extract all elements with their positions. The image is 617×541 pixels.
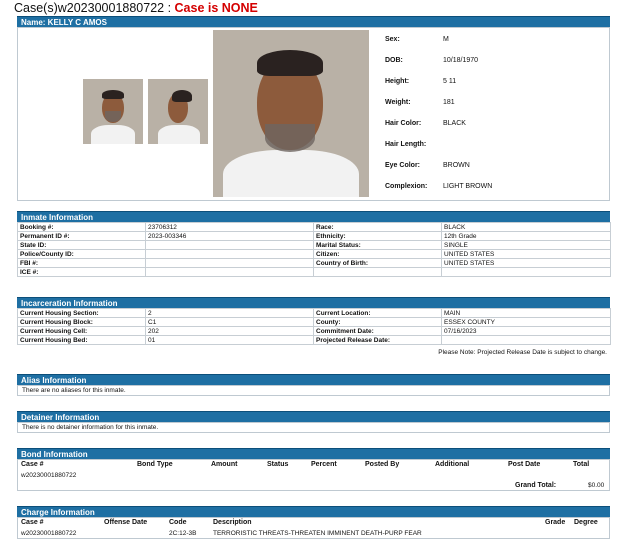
field-value — [442, 336, 611, 345]
bond-column-header: Total — [573, 461, 590, 468]
field-label: State ID: — [18, 241, 146, 250]
table-row — [18, 336, 611, 345]
bond-header-row — [21, 461, 611, 470]
bond-column-header: Case # — [21, 461, 44, 468]
charge-column-header: Offense Date — [104, 519, 148, 526]
field-label: Booking #: — [18, 223, 146, 232]
field-label: Race: — [314, 223, 442, 232]
field-label: Current Housing Cell: — [18, 327, 146, 336]
field-label: Country of Birth: — [314, 259, 442, 268]
field-label: Citizen: — [314, 250, 442, 259]
table-row — [18, 309, 611, 318]
bond-column-header: Posted By — [365, 461, 400, 468]
physical-attr-label: Hair Color: — [385, 120, 422, 127]
front-photo-small — [83, 79, 143, 144]
field-value — [146, 250, 314, 259]
table-row — [18, 241, 611, 250]
physical-attr-value: BROWN — [443, 162, 470, 169]
field-label: Current Housing Block: — [18, 318, 146, 327]
bond-column-header: Status — [267, 461, 289, 468]
charge-column-header: Description — [213, 519, 252, 526]
name-bar: Name: KELLY C AMOS — [17, 16, 610, 27]
bond-cell: w20230001880722 — [21, 472, 77, 479]
physical-attr-label: Eye Color: — [385, 162, 421, 169]
field-label: Current Housing Bed: — [18, 336, 146, 345]
physical-attr-label: Hair Length: — [385, 141, 427, 148]
case-number: Case(s)w20230001880722 : — [14, 1, 175, 15]
charge-info-title: Charge Information — [17, 506, 610, 517]
table-row — [18, 223, 611, 232]
physical-attr-label: Weight: — [385, 99, 411, 106]
physical-attr-value: 181 — [443, 99, 455, 106]
table-row — [18, 318, 611, 327]
bond-column-header: Additional — [435, 461, 470, 468]
physical-attr-label: Sex: — [385, 36, 400, 43]
field-value: 07/16/2023 — [442, 327, 611, 336]
bond-info-title: Bond Information — [17, 448, 610, 459]
incarceration-info-title: Incarceration Information — [17, 297, 610, 308]
field-value: UNITED STATES — [442, 250, 611, 259]
field-value: 01 — [146, 336, 314, 345]
bond-column-header: Post Date — [508, 461, 541, 468]
table-row — [18, 268, 611, 277]
field-value — [146, 259, 314, 268]
front-photo-large — [213, 30, 369, 197]
field-value: SINGLE — [442, 241, 611, 250]
field-label: Marital Status: — [314, 241, 442, 250]
charge-cell: w20230001880722 — [21, 530, 77, 537]
field-value: C1 — [146, 318, 314, 327]
physical-attr-label: Complexion: — [385, 183, 428, 190]
charge-cell: 2C:12-3B — [169, 530, 197, 537]
physical-attr-value: 5 11 — [443, 78, 457, 85]
table-row — [18, 259, 611, 268]
bond-column-header: Percent — [311, 461, 337, 468]
table-row — [18, 250, 611, 259]
alias-info-title: Alias Information — [17, 374, 610, 385]
field-value: 2023-003346 — [146, 232, 314, 241]
alias-message: There are no aliases for this inmate. — [22, 387, 126, 394]
bond-column-header: Bond Type — [137, 461, 173, 468]
physical-attr-value: 10/18/1970 — [443, 57, 479, 64]
case-header — [14, 1, 258, 15]
field-label: Current Housing Section: — [18, 309, 146, 318]
inmate-info-table — [17, 222, 611, 277]
inmate-info-title: Inmate Information — [17, 211, 610, 222]
field-label: County: — [314, 318, 442, 327]
case-status: Case is NONE — [174, 1, 258, 15]
charge-column-header: Grade — [545, 519, 566, 526]
field-label: Commitment Date: — [314, 327, 442, 336]
field-value: 12th Grade — [442, 232, 611, 241]
bond-data-row — [21, 472, 611, 481]
field-label: Police/County ID: — [18, 250, 146, 259]
charge-data-row — [21, 530, 611, 539]
profile-photo-small — [148, 79, 208, 144]
table-row — [18, 327, 611, 336]
field-label — [314, 268, 442, 277]
field-value: UNITED STATES — [442, 259, 611, 268]
field-value — [146, 241, 314, 250]
physical-attr-label: Height: — [385, 78, 410, 85]
field-value: 2 — [146, 309, 314, 318]
table-row — [18, 232, 611, 241]
charge-header-row — [21, 519, 611, 528]
charge-column-header: Case # — [21, 519, 44, 526]
grand-total-label: Grand Total: — [515, 482, 557, 489]
field-label: Ethnicity: — [314, 232, 442, 241]
field-value: MAIN — [442, 309, 611, 318]
detainer-info-title: Detainer Information — [17, 411, 610, 422]
field-value: 202 — [146, 327, 314, 336]
physical-attr-value: BLACK — [443, 120, 466, 127]
field-value: BLACK — [442, 223, 611, 232]
charge-column-header: Degree — [574, 519, 598, 526]
physical-attr-label: DOB: — [385, 57, 403, 64]
physical-attr-value: M — [443, 36, 449, 43]
field-value: 23706312 — [146, 223, 314, 232]
field-label: Projected Release Date: — [314, 336, 442, 345]
field-value — [442, 268, 611, 277]
field-label: FBI #: — [18, 259, 146, 268]
detainer-message: There is no detainer information for this inmate. — [22, 424, 159, 431]
charge-cell: TERRORISTIC THREATS-THREATEN IMMINENT DEATH-PURP FEAR — [213, 530, 422, 537]
bond-column-header: Amount — [211, 461, 238, 468]
field-value: ESSEX COUNTY — [442, 318, 611, 327]
field-value — [146, 268, 314, 277]
field-label: ICE #: — [18, 268, 146, 277]
charge-column-header: Code — [169, 519, 187, 526]
field-label: Current Location: — [314, 309, 442, 318]
incarceration-info-table — [17, 308, 611, 345]
grand-total-value: $0.00 — [588, 482, 605, 489]
physical-attr-value: LIGHT BROWN — [443, 183, 493, 190]
field-label: Permanent ID #: — [18, 232, 146, 241]
release-date-note: Please Note: Projected Release Date is subject to change. — [438, 349, 607, 356]
